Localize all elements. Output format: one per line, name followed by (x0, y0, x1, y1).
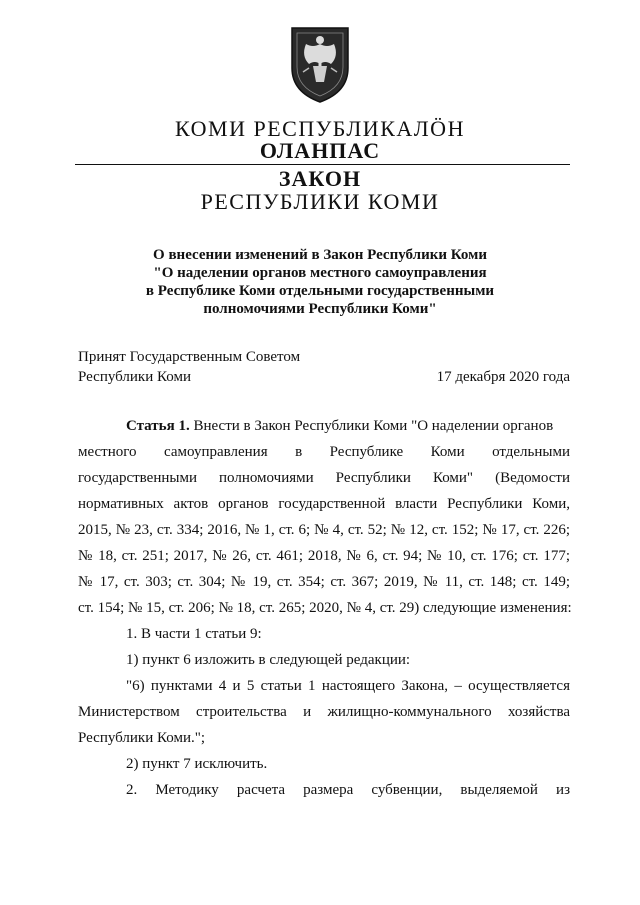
header-respubliki-komi: РЕСПУБЛИКИ КОМИ (200, 189, 440, 214)
header-zakon: ЗАКОН (278, 166, 362, 191)
body-line: 2015, № 23, ст. 334; 2016, № 1, ст. 6; № 4, ст. 52; № 12, ст. 152; № 17, ст. 226; (78, 522, 570, 538)
body-line: местного самоуправления в Республике Коми отдельными (78, 444, 570, 460)
body-line: государственными полномочиями Республики Коми" (Ведомости (78, 470, 570, 486)
body-line: 2) пункт 7 исключить. (126, 756, 268, 772)
body-line: Республики Коми."; (78, 730, 206, 746)
adoption-date: 17 декабря 2020 года (436, 369, 570, 385)
body-line: нормативных актов органов государственной власти Республики Коми, (78, 496, 570, 512)
adopted-by-line: Принят Государственным Советом (78, 349, 301, 365)
law-title-line: "О наделении органов местного самоуправления (153, 265, 487, 281)
body-line: ст. 154; № 15, ст. 206; № 18, ст. 265; 2020, № 4, ст. 29) следующие изменения: (78, 600, 572, 616)
law-title-line: в Республике Коми отдельными государственными (145, 283, 495, 299)
body-line: 1) пункт 6 изложить в следующей редакции: (126, 652, 411, 668)
header-olanpas: ОЛАНПАС (259, 138, 381, 163)
body-line: № 17, ст. 303; ст. 304; № 19, ст. 354; ст. 367; 2019, № 11, ст. 148; ст. 149; (78, 574, 570, 590)
law-title-line: полномочиями Республики Коми" (203, 301, 437, 317)
article-text: Внести в Закон Республики Коми "О наделении органов (189, 418, 554, 434)
body-line: 2. Методику расчета размера субвенции, выделяемой из (126, 782, 570, 798)
header-komi-respublikalon: КОМИ РЕСПУБЛИКАЛÖН (175, 116, 465, 141)
body-line: "6) пунктами 4 и 5 статьи 1 настоящего Закона, – осуществляется (126, 678, 570, 694)
komi-coat-of-arms-emblem (289, 22, 351, 104)
body-line: Министерством строительства и жилищно-коммунального хозяйства (78, 704, 570, 720)
article-1-first-line (126, 416, 570, 436)
header-divider-line (75, 164, 570, 165)
body-line: № 18, ст. 251; 2017, № 26, ст. 461; 2018, № 6, ст. 94; № 10, ст. 176; ст. 177; (78, 548, 570, 564)
article-label: Статья 1. (126, 418, 190, 434)
adopted-by-line: Республики Коми (78, 369, 191, 385)
law-title-line: О внесении изменений в Закон Республики Коми (153, 247, 487, 263)
body-line: 1. В части 1 статьи 9: (126, 626, 262, 642)
